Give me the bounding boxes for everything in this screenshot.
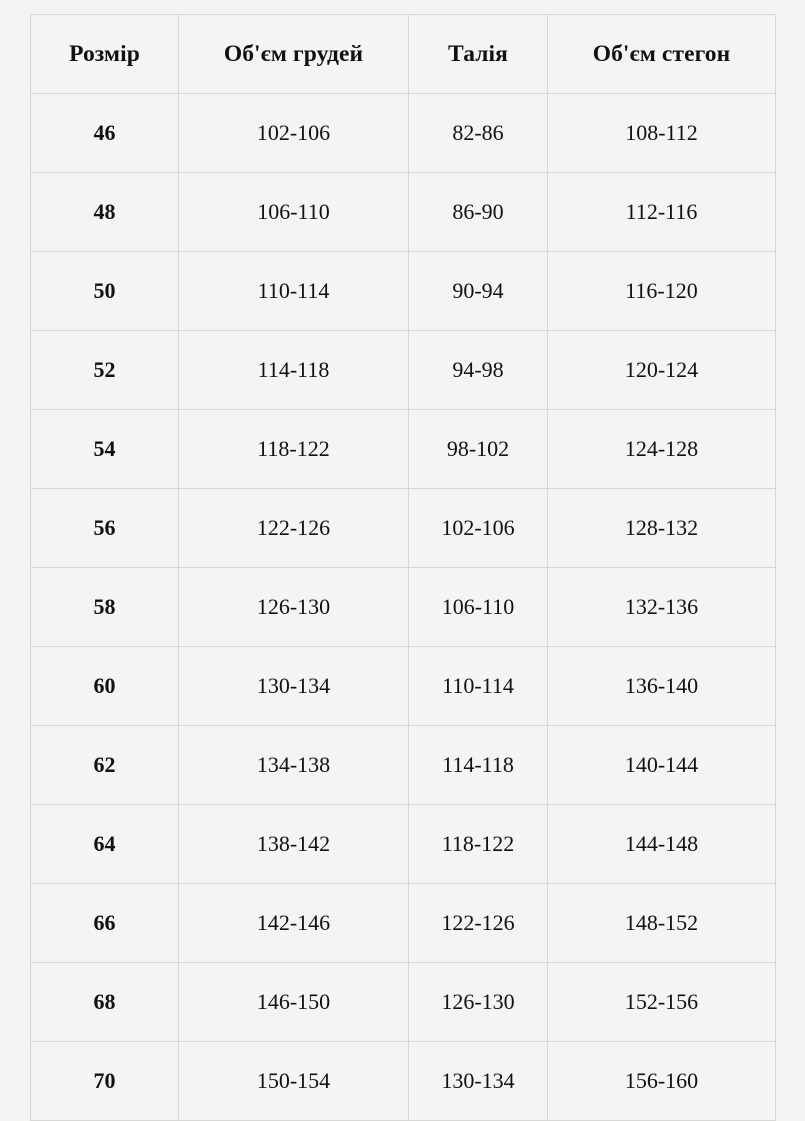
cell-chest: 138-142	[179, 805, 409, 884]
cell-size: 50	[31, 252, 179, 331]
cell-hips: 108-112	[548, 94, 776, 173]
cell-waist: 110-114	[409, 647, 548, 726]
cell-waist: 98-102	[409, 410, 548, 489]
cell-size: 70	[31, 1042, 179, 1121]
cell-hips: 124-128	[548, 410, 776, 489]
cell-chest: 146-150	[179, 963, 409, 1042]
cell-hips: 156-160	[548, 1042, 776, 1121]
cell-size: 48	[31, 173, 179, 252]
cell-chest: 110-114	[179, 252, 409, 331]
cell-waist: 122-126	[409, 884, 548, 963]
table-row	[31, 647, 776, 726]
cell-size: 54	[31, 410, 179, 489]
table-row	[31, 568, 776, 647]
cell-waist: 130-134	[409, 1042, 548, 1121]
cell-size: 58	[31, 568, 179, 647]
table-row	[31, 173, 776, 252]
cell-chest: 114-118	[179, 331, 409, 410]
cell-chest: 130-134	[179, 647, 409, 726]
cell-chest: 142-146	[179, 884, 409, 963]
cell-waist: 94-98	[409, 331, 548, 410]
cell-size: 60	[31, 647, 179, 726]
table-header-row	[31, 15, 776, 94]
column-header-waist: Талія	[409, 15, 548, 94]
column-header-chest: Об'єм грудей	[179, 15, 409, 94]
cell-chest: 126-130	[179, 568, 409, 647]
cell-size: 66	[31, 884, 179, 963]
cell-size: 46	[31, 94, 179, 173]
cell-chest: 150-154	[179, 1042, 409, 1121]
cell-chest: 118-122	[179, 410, 409, 489]
cell-hips: 116-120	[548, 252, 776, 331]
cell-hips: 148-152	[548, 884, 776, 963]
table-row	[31, 94, 776, 173]
cell-hips: 120-124	[548, 331, 776, 410]
table-row	[31, 331, 776, 410]
cell-size: 64	[31, 805, 179, 884]
table-row	[31, 489, 776, 568]
column-header-size: Розмір	[31, 15, 179, 94]
cell-chest: 102-106	[179, 94, 409, 173]
cell-waist: 86-90	[409, 173, 548, 252]
cell-waist: 82-86	[409, 94, 548, 173]
table-row	[31, 963, 776, 1042]
cell-hips: 152-156	[548, 963, 776, 1042]
table-row	[31, 410, 776, 489]
cell-hips: 128-132	[548, 489, 776, 568]
cell-hips: 144-148	[548, 805, 776, 884]
table-row	[31, 726, 776, 805]
cell-chest: 106-110	[179, 173, 409, 252]
cell-size: 56	[31, 489, 179, 568]
cell-chest: 122-126	[179, 489, 409, 568]
cell-waist: 106-110	[409, 568, 548, 647]
cell-waist: 118-122	[409, 805, 548, 884]
cell-size: 52	[31, 331, 179, 410]
cell-size: 68	[31, 963, 179, 1042]
table-body	[31, 94, 776, 1121]
table-row	[31, 884, 776, 963]
table-header	[31, 15, 776, 94]
cell-chest: 134-138	[179, 726, 409, 805]
cell-hips: 132-136	[548, 568, 776, 647]
table-row	[31, 1042, 776, 1121]
table-row	[31, 805, 776, 884]
column-header-hips: Об'єм стегон	[548, 15, 776, 94]
cell-waist: 102-106	[409, 489, 548, 568]
cell-size: 62	[31, 726, 179, 805]
cell-waist: 114-118	[409, 726, 548, 805]
cell-hips: 112-116	[548, 173, 776, 252]
cell-waist: 90-94	[409, 252, 548, 331]
cell-waist: 126-130	[409, 963, 548, 1042]
cell-hips: 136-140	[548, 647, 776, 726]
cell-hips: 140-144	[548, 726, 776, 805]
table-row	[31, 252, 776, 331]
size-chart-table	[30, 14, 776, 1121]
